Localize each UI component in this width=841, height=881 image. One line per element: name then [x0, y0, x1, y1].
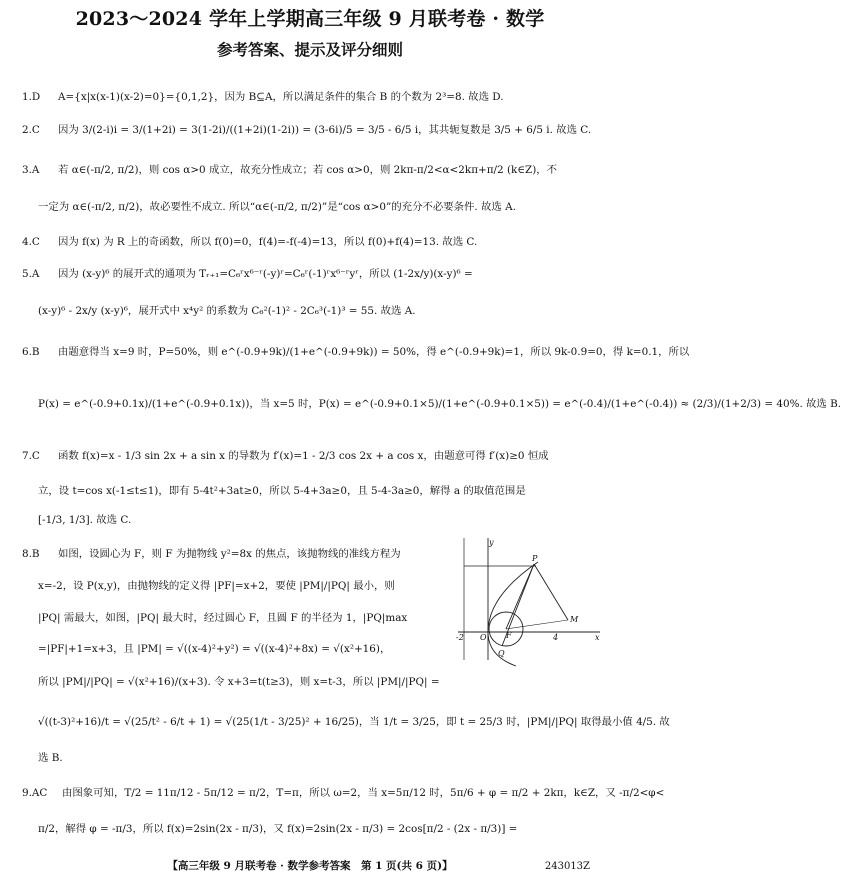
document-code: 243013Z — [544, 861, 590, 872]
axis-label-x: x — [595, 633, 600, 642]
tick-label-4: 4 — [553, 633, 559, 642]
tick-label-neg2: -2 — [456, 633, 464, 642]
point-label-f: F — [506, 631, 512, 640]
answer-line: 一定为 α∈(-π/2, π/2)，故必要性不成立. 所以“α∈(-π/2, π/2)”是“cos α>0”的充分不必要条件. 故选 A. — [38, 201, 516, 213]
answer-line: 由图象可知，T/2 = 11π/12 - 5π/12 = π/2，T=π，所以 ω=2，当 x=5π/12 时，5π/6 + φ = π/2 + 2kπ，k∈Z，又 -π/2<φ< — [62, 787, 665, 799]
answer-line: P(x) = e^(-0.9+0.1x)/(1+e^(-0.9+0.1x))，当 x=5 时，P(x) = e^(-0.9+0.1×5)/(1+e^(-0.9+0.1×5)) = e^(-0.4)/(1+e^(-0.4)) ≈ (2/3)/(1+2/3) = 40%. 故选 B. — [38, 398, 841, 410]
answer-line: [-1/3, 1/3]. 故选 C. — [38, 514, 132, 526]
point-label-p: P — [532, 554, 538, 563]
answer-number: 7.C — [22, 450, 40, 462]
answer-line: A={x|x(x-1)(x-2)=0}={0,1,2}，因为 B⊆A，所以满足条件的集合 B 的个数为 2³=8. 故选 D. — [58, 91, 504, 103]
answer-line: 因为 f(x) 为 R 上的奇函数，所以 f(0)=0，f(4)=-f(-4)=13，所以 f(0)+f(4)=13. 故选 C. — [58, 236, 478, 248]
answer-line: 立，设 t=cos x(-1≤t≤1)，即有 5-4t²+3at≥0，所以 5-4+3a≥0，且 5-4-3a≥0，解得 a 的取值范围是 — [38, 485, 526, 497]
answer-number: 5.A — [22, 268, 40, 280]
page-title: 2023～2024 学年上学期高三年级 9 月联考卷 · 数学 — [75, 8, 545, 30]
page-footer: 【高三年级 9 月联考卷 · 数学参考答案 第 1 页(共 6 页)】 — [167, 860, 453, 872]
answer-line: (x-y)⁶ - 2x/y (x-y)⁶，展开式中 x⁴y² 的系数为 C₆²(-1)² - 2C₆³(-1)³ = 55. 故选 A. — [38, 305, 416, 317]
answer-number: 3.A — [22, 164, 40, 176]
axis-label-y: y — [489, 538, 494, 547]
segment-fm — [506, 620, 568, 629]
answer-line: 函数 f(x)=x - 1/3 sin 2x + a sin x 的导数为 f′(x)=1 - 2/3 cos 2x + a cos x，由题意可得 f′(x)≥0 恒成 — [58, 450, 549, 462]
answer-line: 因为 (x-y)⁶ 的展开式的通项为 Tᵣ₊₁=C₆ʳx⁶⁻ʳ(-y)ʳ=C₆ʳ(-1)ʳx⁶⁻ʳyʳ，所以 (1-2x/y)(x-y)⁶ = — [58, 268, 473, 280]
answer-line: 所以 |PM|/|PQ| = √(x²+16)/(x+3). 令 x+3=t(t≥3)，则 x=t-3，所以 |PM|/|PQ| = — [38, 676, 440, 688]
answer-line: 因为 3/(2-i)i = 3/(1+2i) = 3(1-2i)/((1+2i)(1-2i)) = (3-6i)/5 = 3/5 - 6/5 i，其共轭复数是 3/5 + 6/5 i. 故选 C. — [58, 124, 592, 136]
answer-line: |PQ| 需最大，如图，|PQ| 最大时，经过圆心 F，且圆 F 的半径为 1，|PQ|max — [38, 612, 408, 624]
answer-line: 由题意得当 x=9 时，P=50%，则 e^(-0.9+9k)/(1+e^(-0.9+9k)) = 50%，得 e^(-0.9+9k)=1，所以 9k-0.9=0，得 k=0.1，所以 — [58, 346, 690, 358]
answer-number: 6.B — [22, 346, 40, 358]
page-subtitle: 参考答案、提示及评分细则 — [216, 40, 403, 59]
point-label-o: O — [480, 633, 487, 642]
point-label-q: Q — [498, 649, 505, 658]
answer-line: 如图，设圆心为 F，则 F 为抛物线 y²=8x 的焦点，该抛物线的准线方程为 — [58, 548, 401, 560]
answer-line: 选 B. — [38, 752, 63, 764]
answer-number: 8.B — [22, 548, 40, 560]
parabola-figure — [456, 536, 602, 662]
answer-number: 1.D — [22, 91, 41, 103]
answer-line: 若 α∈(-π/2, π/2)，则 cos α>0 成立，故充分性成立；若 cos α>0，则 2kπ-π/2<α<2kπ+π/2 (k∈Z)，不 — [58, 164, 558, 176]
answer-line: π/2，解得 φ = -π/3，所以 f(x)=2sin(2x - π/3)，又 f(x)=2sin(2x - π/3) = 2cos[π/2 - (2x - π/3)] = — [38, 823, 518, 835]
answer-number: 9.AC — [22, 787, 48, 799]
answer-line: x=-2，设 P(x,y)，由抛物线的定义得 |PF|=x+2，要使 |PM|/|PQ| 最小，则 — [38, 580, 395, 592]
answer-number: 4.C — [22, 236, 40, 248]
segment-pm — [534, 564, 568, 620]
answer-line: √((t-3)²+16)/t = √(25/t² - 6/t + 1) = √(25(1/t - 3/25)² + 16/25)，当 1/t = 3/25，即 t = 25/3 时，|PM|/|PQ| 取得最小值 4/5. 故 — [38, 716, 670, 728]
point-label-m: M — [570, 615, 579, 624]
answer-number: 2.C — [22, 124, 40, 136]
answer-line: =|PF|+1=x+3，且 |PM| = √((x-4)²+y²) = √((x-4)²+8x) = √(x²+16)， — [38, 643, 391, 655]
